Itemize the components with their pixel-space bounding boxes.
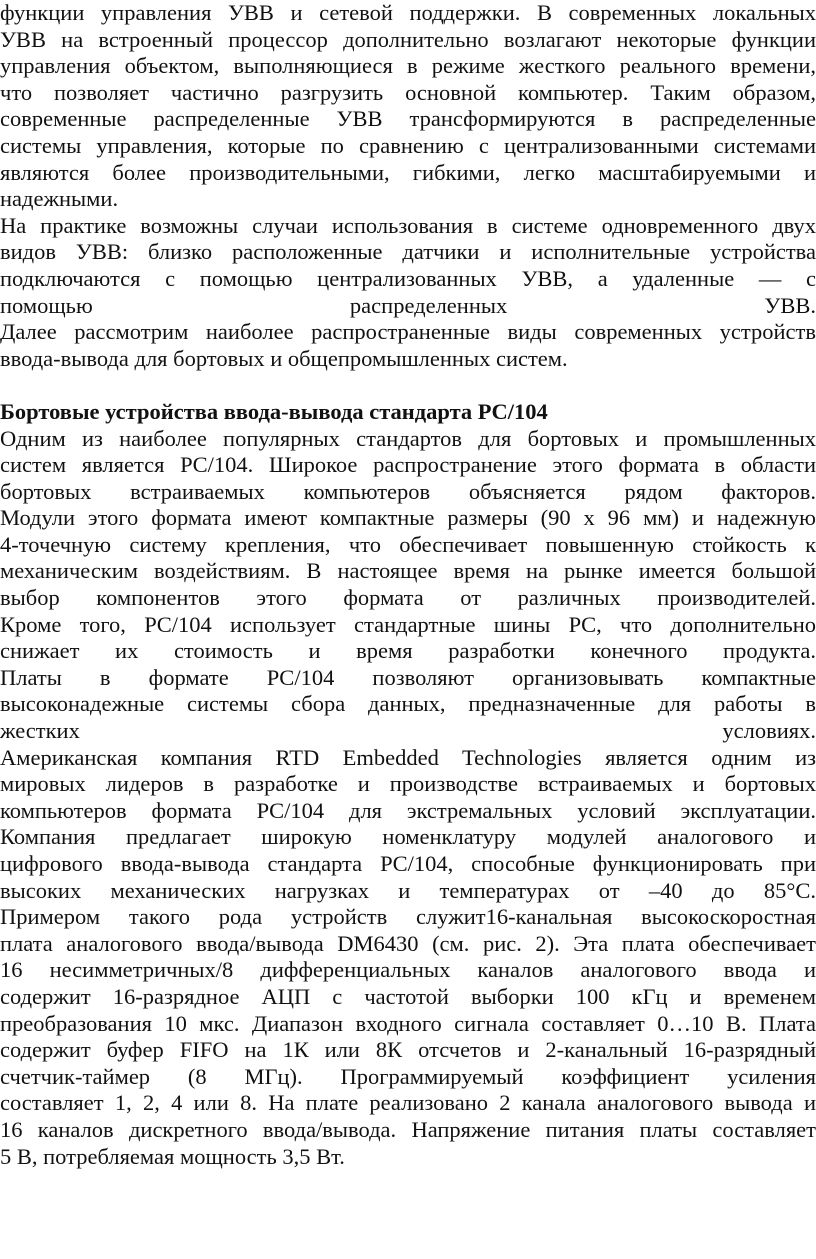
text-line: Компания предлагает широкую номенклатуру модулей аналогового и bbox=[0, 824, 816, 850]
text-line: На практике возможны случаи использования в системе одновременного двух bbox=[0, 212, 816, 238]
text-line: систем является PC/104. Широкое распространение этого формата в области bbox=[0, 452, 816, 478]
text-line: УВВ на встроенный процессор дополнительно возлагают некоторые функции bbox=[0, 26, 816, 52]
text-line: надежными. bbox=[0, 186, 119, 212]
text-line: 5 В, потребляемая мощность 3,5 Вт. bbox=[0, 1143, 345, 1169]
text-line: содержит буфер FIFO на 1К или 8К отсчетов и 2-канальный 16-разрядный bbox=[0, 1037, 816, 1063]
text-line: мировых лидеров в разработке и производстве встраиваемых и бортовых bbox=[0, 771, 816, 797]
section-heading: Бортовые устройства ввода-вывода стандарта PC/104 bbox=[0, 398, 548, 424]
text-line: 16 каналов дискретного ввода/вывода. Напряжение питания платы составляет bbox=[0, 1116, 816, 1142]
text-line: счетчик-таймер (8 МГц). Программируемый коэффициент усиления bbox=[0, 1063, 816, 1089]
text-line: системы управления, которые по сравнению с централизованными системами bbox=[0, 132, 816, 158]
text-line: содержит 16-разрядное АЦП с частотой выборки 100 кГц и временем bbox=[0, 983, 816, 1009]
text-line: плата аналогового ввода/вывода DM6430 (см. рис. 2). Эта плата обеспечивает bbox=[0, 930, 816, 956]
text-line: Модули этого формата имеют компактные размеры (90 х 96 мм) и надежную bbox=[0, 505, 816, 531]
text-line: снижает их стоимость и время разработки конечного продукта. bbox=[0, 638, 816, 664]
text-line: цифрового ввода-вывода стандарта PC/104, способные функционировать при bbox=[0, 851, 816, 876]
text-line: управления объектом, выполняющиеся в режиме жесткого реального времени, bbox=[0, 53, 816, 79]
text-line: Одним из наиболее популярных стандартов для бортовых и промышленных bbox=[0, 425, 816, 451]
text-line: составляет 1, 2, 4 или 8. На плате реализовано 2 канала аналогового вывода и bbox=[0, 1090, 816, 1116]
text-line: Кроме того, PC/104 использует стандартные шины PC, что дополнительно bbox=[0, 611, 816, 637]
text-line: что позволяет частично разгрузить основной компьютер. Таким образом, bbox=[0, 79, 816, 105]
text-line: помощью распределенных УВВ. bbox=[0, 292, 816, 318]
paragraph-rtd bbox=[0, 745, 816, 1171]
paragraph-intro bbox=[0, 0, 816, 213]
text-line: высоких механических нагрузках и температурах от –40 до 85°С. bbox=[0, 877, 816, 903]
paragraph-gap bbox=[0, 372, 816, 399]
text-line: функции управления УВВ и сетевой поддержки. В современных локальных bbox=[0, 0, 816, 25]
text-line: механическим воздействиям. В настоящее время на рынке имеется большой bbox=[0, 558, 816, 584]
text-line: Примером такого рода устройств служит16-канальная высокоскоростная bbox=[0, 904, 816, 930]
text-line: видов УВВ: близко расположенные датчики и исполнительные устройства bbox=[0, 239, 816, 265]
text-line: компьютеров формата PC/104 для экстремальных условий эксплуатации. bbox=[0, 797, 816, 823]
text-line: жестких условиях. bbox=[0, 718, 816, 744]
paragraph-io-types bbox=[0, 213, 816, 373]
text-line: Далее рассмотрим наиболее распространенные виды современных устройств bbox=[0, 319, 816, 345]
text-line: ввода-вывода для бортовых и общепромышленных систем. bbox=[0, 345, 568, 371]
text-line: высоконадежные системы сбора данных, предназначенные для работы в bbox=[0, 691, 816, 717]
text-line: Платы в формате PC/104 позволяют организовывать компактные bbox=[0, 664, 816, 690]
text-line: современные распределенные УВВ трансформируются в распределенные bbox=[0, 106, 816, 132]
text-line: выбор компонентов этого формата от различных производителей. bbox=[0, 585, 816, 611]
text-line: 4-точечную систему крепления, что обеспечивает повышенную стойкость к bbox=[0, 531, 816, 557]
text-line: 16 несимметричных/8 дифференциальных каналов аналогового ввода и bbox=[0, 957, 816, 983]
text-line: Американская компания RTD Embedded Technologies является одним из bbox=[0, 744, 816, 770]
text-line: являются более производительными, гибкими, легко масштабируемыми и bbox=[0, 159, 816, 185]
text-line: бортовых встраиваемых компьютеров объясняется рядом факторов. bbox=[0, 478, 816, 504]
paragraph-pc104 bbox=[0, 426, 816, 745]
text-line: преобразования 10 мкс. Диапазон входного сигнала составляет 0…10 В. Плата bbox=[0, 1010, 816, 1036]
text-line: подключаются с помощью централизованных УВВ, а удаленные — с bbox=[0, 265, 816, 291]
